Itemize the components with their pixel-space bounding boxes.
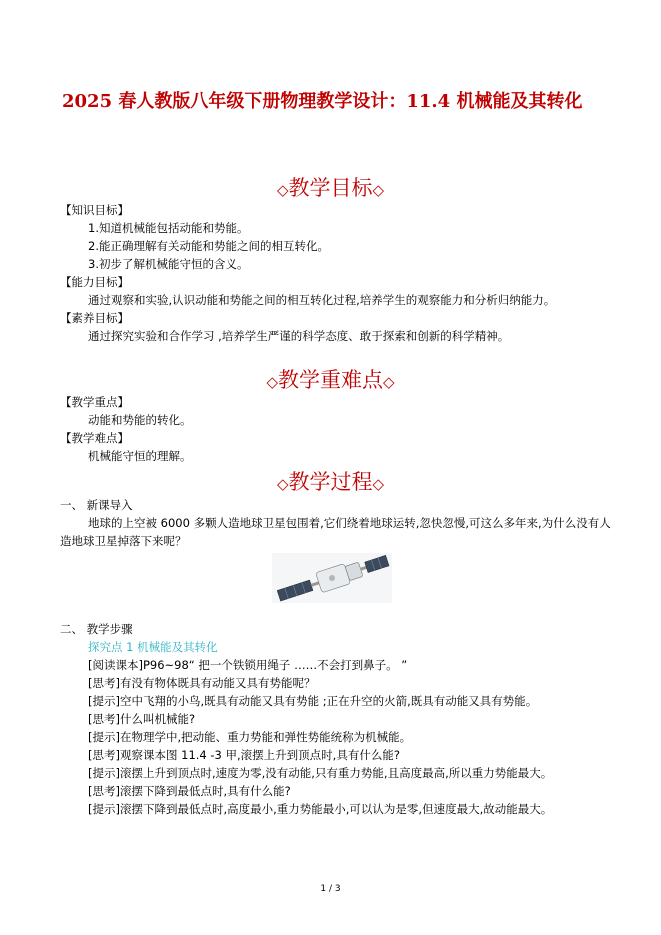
- literacy-label: 【素养目标】: [60, 311, 129, 325]
- page-number: 1 / 3: [320, 884, 341, 894]
- ability-text: 通过观察和实验,认识动能和势能之间的相互转化过程,培养学生的观察能力和分析归纳能力。: [88, 293, 556, 307]
- difficulty-text: 机械能守恒的理解。: [88, 449, 192, 463]
- section-title: 教学目标: [288, 176, 373, 200]
- intro-text: 地球的上空被 6000 多颗人造地球卫星包围着,它们绕着地球运转,忽快忽慢,可这么多年来,为什么没有人造地球卫星掉落下来呢？: [60, 516, 611, 548]
- focus-text: 动能和势能的转化。: [88, 413, 192, 427]
- ability-label: 【能力目标】: [60, 275, 129, 289]
- list-item: [阅读课本]P96~98“ 把一个铁锁用绳子 ……不会打到鼻子。 ”: [88, 658, 408, 672]
- diamond-icon: ◇: [276, 475, 289, 493]
- intro-block: [60, 496, 612, 550]
- steps-heading: 二、 教学步骤: [60, 622, 133, 636]
- list-item: [思考]滚摆下降到最低点时,具有什么能?: [88, 784, 291, 798]
- section-title: 教学重难点: [278, 368, 383, 392]
- focus-label: 【教学重点】: [60, 395, 129, 409]
- section-heading-process: [0, 466, 661, 496]
- list-item: 2.能正确理解有关动能和势能之间的相互转化。: [88, 239, 329, 253]
- diamond-icon: ◇: [383, 373, 395, 391]
- qa-block: [60, 656, 612, 818]
- section-heading-key-points: [0, 364, 661, 394]
- diamond-icon: ◇: [372, 475, 385, 493]
- list-item: [思考]什么叫机械能?: [88, 712, 196, 726]
- explore-point-heading: 探究点 1 机械能及其转化: [88, 640, 218, 654]
- list-item: [思考]观察课本图 11.4 -3 甲,滚摆上升到顶点时,具有什么能?: [88, 748, 400, 762]
- section-title: 教学过程: [288, 470, 373, 494]
- list-item: [提示]滚摆下降到最低点时,高度最小,重力势能最小,可以认为是零,但速度最大,故动能最大。: [88, 802, 553, 816]
- key-points-block: [60, 393, 612, 465]
- document-title: 2025 春人教版八年级下册物理教学设计：11.4 机械能及其转化: [62, 91, 583, 112]
- diamond-icon: ◇: [276, 181, 289, 199]
- intro-heading: 一、 新课导入: [60, 498, 133, 512]
- list-item: [提示]滚摆上升到顶点时,速度为零,没有动能,只有重力势能,且高度最高,所以重力势能最大。: [88, 766, 553, 780]
- satellite-image: [272, 553, 392, 603]
- literacy-text: 通过探究实验和合作学习 ,培养学生严谨的科学态度、敢于探索和创新的科学精神。: [88, 329, 510, 343]
- diamond-icon: ◇: [266, 373, 278, 391]
- list-item: 1.知道机械能包括动能和势能。: [88, 221, 249, 235]
- difficulty-label: 【教学难点】: [60, 431, 129, 445]
- list-item: [思考]有没有物体既具有动能又具有势能呢？: [88, 676, 316, 690]
- list-item: [提示]空中飞翔的小鸟,既具有动能又具有势能 ;正在升空的火箭,既具有动能又具有势能。: [88, 694, 538, 708]
- knowledge-label: 【知识目标】: [60, 203, 129, 217]
- diamond-icon: ◇: [372, 181, 385, 199]
- goals-block: [60, 201, 612, 345]
- list-item: 3.初步了解机械能守恒的含义。: [88, 257, 249, 271]
- section-heading-goals: [0, 172, 661, 202]
- list-item: [提示]在物理学中,把动能、重力势能和弹性势能统称为机械能。: [88, 730, 412, 744]
